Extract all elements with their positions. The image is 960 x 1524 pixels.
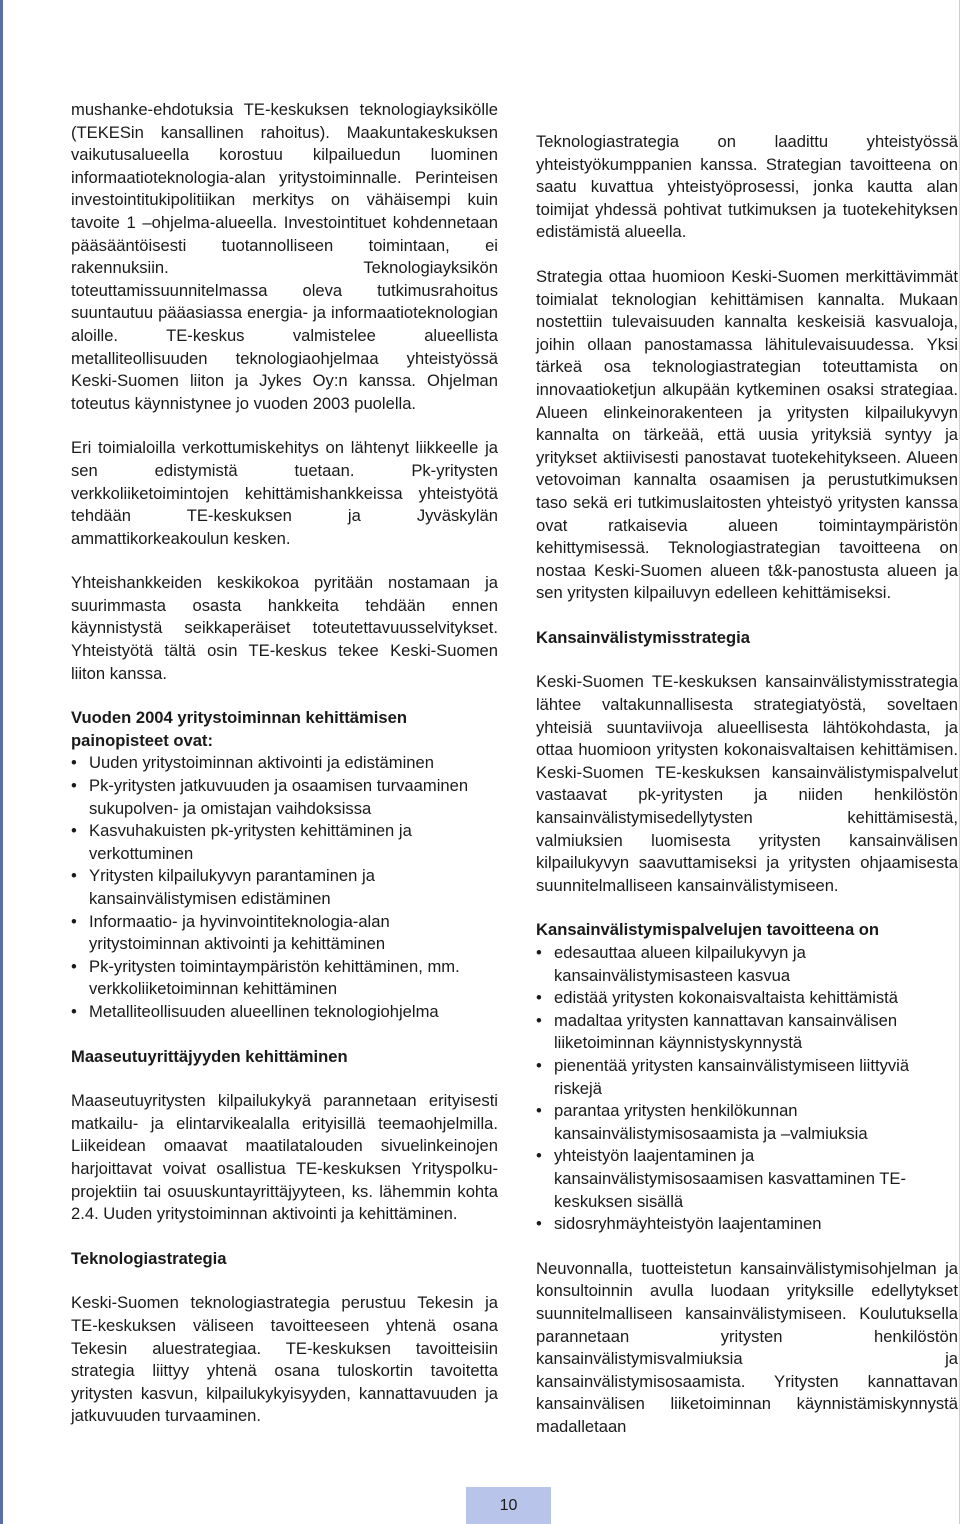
- right-column: [536, 131, 958, 1438]
- page-number: 10: [466, 1487, 551, 1524]
- list-item: • Uuden yritystoiminnan aktivointi ja edistäminen: [71, 752, 498, 775]
- list-item: • yhteistyön laajentaminen ja kansainvälistymisosaamisen kasvattaminen TE-keskuksen sisällä: [536, 1145, 958, 1213]
- left-paragraph-5: Keski-Suomen teknologiastrategia perustuu Tekesin ja TE-keskuksen väliseen tavoitteeseen yhtenä osana Tekesin aluestrategiaa. TE-keskuksen tavoitteisiin strategia liittyy yhtenä osana tuloskortin tavoitetta yritysten kasvun, kilpailukykyisyyden, kannattavuuden ja jatkuvuuden turvaaminen.: [71, 1293, 498, 1426]
- heading-kansainvalistymisstrategia: Kansainvälistymisstrategia: [536, 627, 750, 647]
- list-item: • Yritysten kilpailukyvyn parantaminen ja kansainvälistymisen edistäminen: [71, 865, 498, 910]
- right-paragraph-4: Neuvonnalla, tuotteistetun kansainvälistymisohjelman ja konsultoinnin avulla luodaan yrityksille edellytykset suunnitelmalliseen kansainvälistymiseen. Koulutuksella parannetaan yritysten henkilöstön kansainvälistymisvalmiuksia ja kansainvälistymisosaamista. Yritysten kannattavan kansainvälisen liiketoiminnan käynnistämiskynnystä madalletaan: [536, 1258, 958, 1436]
- list-item: • edistää yritysten kokonaisvaltaista kehittämistä: [536, 987, 958, 1010]
- left-column: [71, 99, 498, 1428]
- page-border-left: [0, 0, 3, 1524]
- list-item: • Pk-yritysten toimintaympäristön kehittäminen, mm. verkkoliiketoiminnan kehittäminen: [71, 956, 498, 1001]
- left-paragraph-1: mushanke-ehdotuksia TE-keskuksen teknologiayksikölle (TEKESin kansallinen rahoitus). Maakuntakeskuksen vaikutusalueella korostuu kilpailuedun luominen informaatioteknologia-alan yritystoiminnalle. Perinteisen investointitukipolitiikan merkitys on vähäisempi kuin tavoite 1 –ohjelma-alueella. Investointituet kohdennetaan pääsääntöisesti tuotannolliseen toimintaan, ei rakennuksiin. Teknologiayksikön toteuttamissuunnitelmassa oleva tutkimusrahoitus suuntautuu pääasiassa energia- ja informaatioteknologian aloille. TE-keskus valmistelee alueellista metalliteollisuuden teknologiaohjelmaa yhteistyössä Keski-Suomen liiton ja Jykes Oy:n kanssa. Ohjelman toteutus käynnistynee jo vuoden 2003 puolella.: [71, 100, 498, 413]
- heading-teknologiastrategia: Teknologiastrategia: [71, 1248, 227, 1268]
- list-item: • madaltaa yritysten kannattavan kansainvälisen liiketoiminnan käynnistyskynnystä: [536, 1010, 958, 1055]
- list-item: • Informaatio- ja hyvinvointiteknologia-alan yritystoiminnan aktivointi ja kehittäminen: [71, 911, 498, 956]
- list-item: • pienentää yritysten kansainvälistymiseen liittyviä riskejä: [536, 1055, 958, 1100]
- painopisteet-list: [71, 752, 498, 1023]
- tavoitteet-list: [536, 942, 958, 1236]
- list-item: • parantaa yritysten henkilökunnan kansainvälistymisosaamista ja –valmiuksia: [536, 1100, 958, 1145]
- right-paragraph-2: Strategia ottaa huomioon Keski-Suomen merkittävimmät toimialat teknologian kehittämisen kannalta. Mukaan nostettiin tulevaisuuden kannalta keskeisiä kasvualoja, joihin ollaan panostamassa lähitulevaisuudessa. Yksi tärkeä osa teknologiastrategian toteuttamista on innovaatioketjun alkupään kytkeminen osaksi strategiaa. Alueen elinkeinorakenteen ja yritysten kilpailukyvyn kannalta on tärkeää, että uusia yrityksiä syntyy ja yritykset aktiivisesti panostavat tuotekehitykseen. Alueen vetovoiman kannalta osaamisen ja perustutkimuksen taso sekä eri tutkimuslaitosten yhteistyö yritysten kanssa ovat ratkaisevia alueen toimintaympäristön kehittymisessä. Teknologiastrategian tavoitteena on nostaa Keski-Suomen alueen t&k-panostusta alueen ja sen yritysten kilpailuvyn edelleen kehittämiseksi.: [536, 266, 958, 603]
- left-paragraph-3: Yhteishankkeiden keskikokoa pyritään nostamaan ja suurimmasta osasta hankkeita tehdään ennen käynnistystä seikkaperäiset toteutettavuusselvitykset. Yhteistyötä tältä osin TE-keskus tekee Keski-Suomen liiton kanssa.: [71, 573, 498, 683]
- list-item: • sidosryhmäyhteistyön laajentaminen: [536, 1213, 958, 1236]
- list-item: • Pk-yritysten jatkuvuuden ja osaamisen turvaaminen sukupolven- ja omistajan vaihdoksissa: [71, 775, 498, 820]
- left-paragraph-2: Eri toimialoilla verkottumiskehitys on lähtenyt liikkeelle ja sen edistymistä tuetaan. Pk-yritysten verkkoliiketoimintojen kehittämishankkeissa yhteistyötä tehdään TE-keskuksen ja Jyväskylän ammattikorkeakoulun kesken.: [71, 438, 498, 548]
- left-paragraph-4: Maaseutuyritysten kilpailukykyä parannetaan erityisesti matkailu- ja elintarvikealalla erityisillä teemaohjelmilla. Liikeidean omaavat maatilatalouden sivuelinkeinojen harjoittavat voivat osallistua TE-keskuksen Yrityspolku-projektiin tai osuuskuntayrittäjyyteen, ks. lähemmin kohta 2.4. Uuden yritystoiminnan aktivointi ja kehittäminen.: [71, 1091, 498, 1224]
- heading-palvelujen-tavoitteet: Kansainvälistymispalvelujen tavoitteena on: [536, 920, 880, 940]
- right-paragraph-3: Keski-Suomen TE-keskuksen kansainvälistymisstrategia lähtee valtakunnallisesta strategiatyöstä, soveltaen yhteisiä suuntaviivoja alueellisesta lähtökohdasta, ja ottaa huomioon yritysten kokonaisvaltaisen kehittämisen. Keski-Suomen TE-keskuksen kansainvälistymispalvelut vastaavat pk-yritysten ja niiden henkilöstön kansainvälistymisedellytysten kehittämisestä, valmiuksien luomisesta yritysten kansainvälisen kilpailukyvyn saavuttamiseksi ja yritysten ohjaamisesta suunnitelmalliseen kansainvälistymiseen.: [536, 672, 958, 895]
- heading-painopisteet: Vuoden 2004 yritystoiminnan kehittämisen painopisteet ovat:: [71, 708, 407, 750]
- list-item: • edesauttaa alueen kilpailukyvyn ja kansainvälistymisasteen kasvua: [536, 942, 958, 987]
- list-item: • Metalliteollisuuden alueellinen teknologiohjelma: [71, 1001, 498, 1024]
- heading-maaseutuyrittajyys: Maaseutuyrittäjyyden kehittäminen: [71, 1046, 348, 1066]
- list-item: • Kasvuhakuisten pk-yritysten kehittäminen ja verkottuminen: [71, 820, 498, 865]
- right-paragraph-1: Teknologiastrategia on laadittu yhteistyössä yhteistyökumppanien kanssa. Strategian tavoitteena on saatu kuvattua yhteistyöprosessi, jonka kautta alan toimijat yhdessä pohtivat tutkimuksen ja tuotekehityksen edistämistä alueella.: [536, 132, 958, 242]
